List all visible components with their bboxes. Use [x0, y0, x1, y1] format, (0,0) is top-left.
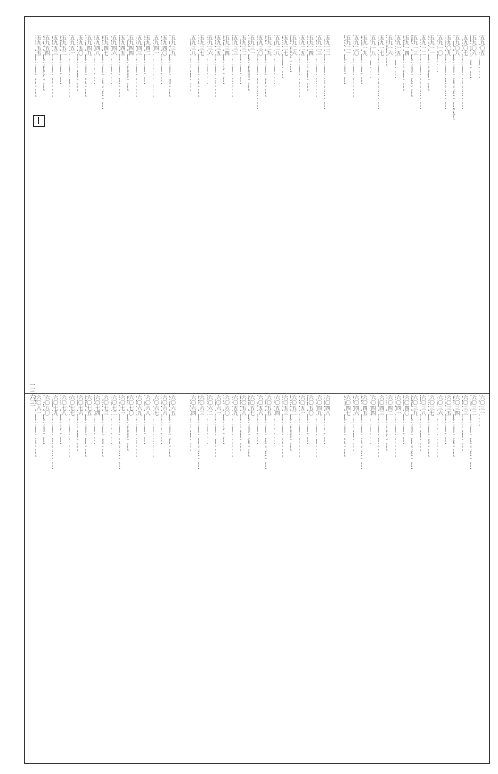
text-column	[462, 395, 468, 760]
text-column	[274, 35, 280, 391]
text-column	[324, 35, 330, 391]
text-column	[403, 395, 409, 760]
text-column	[420, 395, 426, 760]
entry-number: 六〇五九	[232, 395, 239, 416]
text-column	[223, 395, 229, 760]
text-column	[77, 395, 83, 760]
entry-number: 六〇三五	[445, 395, 452, 416]
entry-number: 六〇六九	[136, 395, 143, 416]
entry-number: 五九一三	[411, 35, 418, 56]
text-column	[479, 395, 485, 760]
text-column	[215, 35, 221, 391]
entry-number: 六〇七〇	[127, 395, 134, 416]
entry-number: 六〇四二	[386, 395, 393, 416]
entry-number: 五九二七	[282, 35, 289, 56]
text-column	[144, 395, 150, 760]
entry-number: 六〇三七	[428, 395, 435, 416]
text-column	[161, 35, 167, 391]
text-column	[395, 395, 401, 760]
entry-number: 六〇三六	[437, 395, 444, 416]
bottom-register	[29, 395, 485, 760]
text-column	[94, 395, 100, 760]
entry-number: 五九二三	[315, 35, 322, 56]
text-column	[232, 35, 238, 391]
text-column	[119, 35, 125, 391]
entry-number: 六〇七六	[77, 395, 84, 416]
column-gap	[332, 395, 342, 760]
entry-number: 五九一一	[428, 35, 435, 56]
entry-number: 六〇四七	[344, 395, 351, 416]
entry-number: 六〇六三	[198, 395, 205, 416]
text-column	[69, 35, 75, 391]
text-column	[35, 35, 41, 391]
entry-number: 六〇四五	[361, 395, 368, 416]
entry-number: 五九一二	[420, 35, 427, 56]
text-column	[470, 395, 476, 760]
text-column	[370, 35, 376, 391]
entry-number: 六〇三九	[411, 395, 418, 416]
entry-number: 五九一八	[369, 35, 376, 56]
text-column	[43, 395, 49, 760]
entry-number: 五九二五	[299, 35, 306, 56]
entry-number: 六〇五四	[274, 395, 281, 416]
entry-number: 五九五〇	[77, 35, 84, 56]
text-column	[307, 35, 313, 391]
text-column	[428, 35, 434, 391]
entry-number: 五九二四	[307, 35, 314, 56]
entry-number: 五九四〇	[161, 35, 168, 56]
entry-number: 五九三六	[206, 35, 213, 56]
entry-number: 六〇三二	[470, 395, 477, 416]
text-column	[161, 395, 167, 760]
entry-number: 五九三一	[248, 35, 255, 56]
text-column	[136, 35, 142, 391]
entry-number: 五九〇九	[445, 35, 452, 56]
text-column	[274, 395, 280, 760]
text-column	[316, 395, 322, 760]
text-column	[60, 395, 66, 760]
entry-number: 五九五一	[69, 35, 76, 56]
text-column	[453, 35, 459, 391]
text-column	[479, 35, 485, 391]
entry-number: 六〇五一	[299, 395, 306, 416]
entry-number: 六〇三一	[479, 395, 485, 416]
text-column	[290, 35, 296, 391]
entry-number: 五九二一	[344, 35, 351, 56]
text-column	[60, 35, 66, 391]
text-column	[265, 395, 271, 760]
text-column	[232, 395, 238, 760]
text-column	[119, 395, 125, 760]
text-column	[248, 395, 254, 760]
entry-number: 六〇六四	[190, 395, 197, 416]
text-column	[470, 35, 476, 391]
text-column	[462, 35, 468, 391]
entry-number: 六〇五八	[240, 395, 247, 416]
text-column	[102, 395, 108, 760]
entry-number: 六〇七一	[119, 395, 126, 416]
text-column	[437, 35, 443, 391]
entry-number: 六〇六六	[161, 395, 168, 416]
text-column	[52, 35, 58, 391]
text-column	[190, 35, 196, 391]
entry-number: 六〇七四	[94, 395, 101, 416]
entry-number: 五九二九	[265, 35, 272, 56]
entry-number: 六〇四三	[378, 395, 385, 416]
text-column	[299, 35, 305, 391]
entry-number: 六〇六八	[144, 395, 151, 416]
entry-number: 六〇八一	[35, 395, 42, 416]
text-column	[69, 395, 75, 760]
text-column	[144, 35, 150, 391]
text-column	[35, 395, 41, 760]
text-column	[127, 35, 133, 391]
text-column	[102, 35, 108, 391]
entry-number: 六〇五六	[257, 395, 264, 416]
entry-number: 六〇七二	[110, 395, 117, 416]
text-column	[111, 395, 117, 760]
text-column	[207, 35, 213, 391]
text-column	[215, 395, 221, 760]
text-column	[428, 395, 434, 760]
entry-number: 五九一六	[386, 35, 393, 56]
entry-number: 六〇七七	[69, 395, 76, 416]
text-column	[169, 395, 175, 760]
text-column	[198, 35, 204, 391]
text-column	[299, 395, 305, 760]
text-column	[52, 395, 58, 760]
entry-number: 五九四一	[152, 35, 159, 56]
text-column	[386, 395, 392, 760]
column-gap	[178, 35, 188, 391]
text-column	[361, 35, 367, 391]
text-column	[307, 395, 313, 760]
text-column	[361, 395, 367, 760]
entry-number: 五九四九	[85, 35, 92, 56]
text-column	[240, 35, 246, 391]
entry-number: 六〇三四	[453, 395, 460, 416]
entry-number: 六〇五二	[290, 395, 297, 416]
text-column	[127, 395, 133, 760]
text-column	[257, 35, 263, 391]
entry-number: 六〇七五	[85, 395, 92, 416]
entry-number: 五九三二	[240, 35, 247, 56]
entry-number: 六〇六二	[206, 395, 213, 416]
entry-number: 五九四三	[136, 35, 143, 56]
text-column	[420, 35, 426, 391]
document-page	[24, 16, 490, 764]
entry-number: 五九四二	[144, 35, 151, 56]
text-column	[282, 35, 288, 391]
text-column	[77, 35, 83, 391]
entry-number: 五九〇五	[479, 35, 485, 56]
entry-number: 五九五二	[60, 35, 67, 56]
entry-number: 五九三五	[215, 35, 222, 56]
column-gap	[178, 395, 188, 760]
entry-number: 六〇五〇	[307, 395, 314, 416]
entry-number: 六〇四〇	[403, 395, 410, 416]
text-column	[290, 395, 296, 760]
text-column	[153, 35, 159, 391]
entry-number: 五九二六	[290, 35, 297, 56]
entry-number: 五九四七	[102, 35, 109, 56]
text-column	[353, 395, 359, 760]
entry-number: 五九三九	[169, 35, 176, 56]
entry-number: 五九一四	[403, 35, 410, 56]
text-column	[282, 395, 288, 760]
text-column	[353, 35, 359, 391]
entry-number: 五九〇六	[470, 35, 477, 56]
entry-number: 五九〇八	[453, 35, 460, 56]
entry-number: 六〇五三	[282, 395, 289, 416]
text-column	[248, 35, 254, 391]
entry-number: 五九二二	[324, 35, 331, 56]
entry-number: 五九一七	[378, 35, 385, 56]
entry-number: 五九五三	[52, 35, 59, 56]
column-gap	[332, 35, 342, 391]
entry-number: 五九三四	[223, 35, 230, 56]
entry-number: 六〇六七	[152, 395, 159, 416]
text-column	[378, 395, 384, 760]
text-column	[223, 35, 229, 391]
text-column	[453, 395, 459, 760]
entry-number: 六〇三三	[462, 395, 469, 416]
text-column	[403, 35, 409, 391]
text-column	[437, 395, 443, 760]
text-column	[445, 395, 451, 760]
text-column	[240, 395, 246, 760]
entry-number: 六〇四四	[369, 395, 376, 416]
entry-number: 六〇六〇	[223, 395, 230, 416]
entry-number: 五九五四	[43, 35, 50, 56]
text-column	[395, 35, 401, 391]
text-column	[265, 35, 271, 391]
text-column	[344, 35, 350, 391]
entry-number: 五九三七	[198, 35, 205, 56]
entry-number: 五九四五	[119, 35, 126, 56]
text-column	[190, 395, 196, 760]
text-column	[324, 395, 330, 760]
register-divider	[25, 393, 489, 394]
text-column	[111, 35, 117, 391]
text-column	[378, 35, 384, 391]
text-column	[344, 395, 350, 760]
page-number: 一三六三	[28, 382, 35, 406]
entry-number: 五九一〇	[437, 35, 444, 56]
entry-number: 六〇七八	[60, 395, 67, 416]
entry-number: 五九二八	[274, 35, 281, 56]
text-column	[43, 35, 49, 391]
entry-number: 六〇四八	[324, 395, 331, 416]
entry-number: 五九三八	[190, 35, 197, 56]
text-column	[411, 35, 417, 391]
entry-number: 五九五五	[35, 35, 42, 56]
entry-number: 五九四四	[127, 35, 134, 56]
entry-number: 五九一九	[361, 35, 368, 56]
entry-number: 六〇六五	[169, 395, 176, 416]
text-column	[169, 35, 175, 391]
entry-number: 六〇四九	[315, 395, 322, 416]
text-column	[153, 395, 159, 760]
text-column	[94, 35, 100, 391]
entry-number: 五九〇七	[462, 35, 469, 56]
text-column	[370, 395, 376, 760]
entry-number: 六〇三八	[420, 395, 427, 416]
entry-number: 六〇四一	[395, 395, 402, 416]
entry-number: 五九一五	[395, 35, 402, 56]
entry-number: 六〇五七	[248, 395, 255, 416]
text-column	[198, 395, 204, 760]
text-column	[85, 35, 91, 391]
entry-number: 六〇七三	[102, 395, 109, 416]
text-column	[85, 395, 91, 760]
top-register	[29, 35, 485, 391]
entry-number: 六〇四六	[353, 395, 360, 416]
entry-number: 五九三〇	[257, 35, 264, 56]
entry-number: 五九四八	[94, 35, 101, 56]
text-column	[445, 35, 451, 391]
entry-number: 六〇七九	[52, 395, 59, 416]
text-column	[136, 395, 142, 760]
text-column	[411, 395, 417, 760]
entry-number: 五九三三	[232, 35, 239, 56]
text-column	[316, 35, 322, 391]
text-column	[207, 395, 213, 760]
entry-number: 六〇五五	[265, 395, 272, 416]
entry-number: 六〇六一	[215, 395, 222, 416]
text-column	[257, 395, 263, 760]
text-column	[386, 35, 392, 391]
entry-number: 六〇八〇	[43, 395, 50, 416]
entry-number: 五九二〇	[353, 35, 360, 56]
entry-number: 五九四六	[110, 35, 117, 56]
